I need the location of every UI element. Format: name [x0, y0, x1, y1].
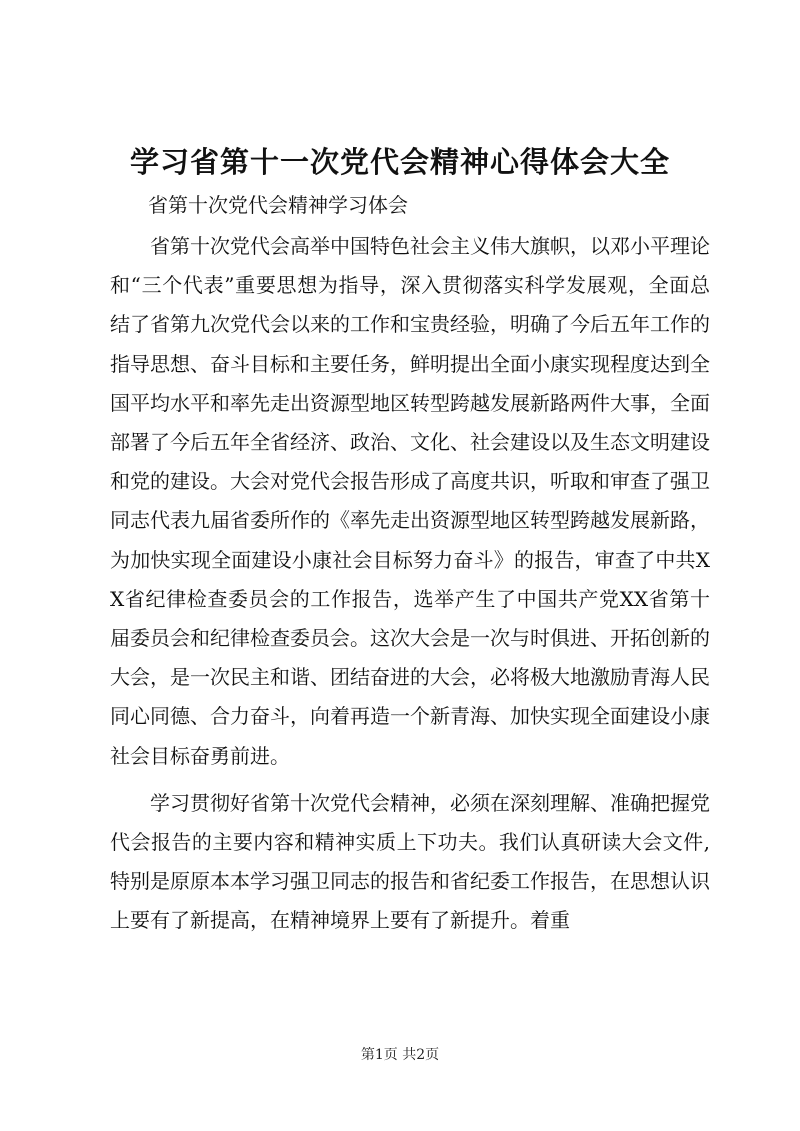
document-subtitle: 省第十次党代会精神学习体会: [148, 193, 408, 217]
document-body: [110, 227, 710, 941]
body-paragraph-1: 省第十次党代会高举中国特色社会主义伟大旗帜，以邓小平理论和“三个代表”重要思想为指导，深入贯彻落实科学发展观，全面总结了省第九次党代会以来的工作和宝贵经验，明确了今后五年工作的指导思想、奋斗目标和主要任务，鲜明提出全面小康实现程度达到全国平均水平和率先走出资源型地区转型跨越发展新路两件大事，全面部署了今后五年全省经济、政治、文化、社会建设以及生态文明建设和党的建设。大会对党代会报告形成了高度共识，听取和审查了强卫同志代表九届省委所作的《率先走出资源型地区转型跨越发展新路，为加快实现全面建设小康社会目标努力奋斗》的报告，审查了中共XX省纪律检查委员会的工作报告，选举产生了中国共产党XX省第十届委员会和纪律检查委员会。这次大会是一次与时俱进、开拓创新的大会，是一次民主和谐、团结奋进的大会，必将极大地激励青海人民同心同德、合力奋斗，向着再造一个新青海、加快实现全面建设小康社会目标奋勇前进。: [110, 234, 710, 768]
document-title: 学习省第十一次党代会精神心得体会大全: [129, 145, 670, 179]
page-footer: 第1页 共2页: [360, 1047, 440, 1063]
body-paragraph-2: 学习贯彻好省第十次党代会精神，必须在深刻理解、准确把握党代会报告的主要内容和精神实质上下功夫。我们认真研读大会文件,特别是原原本本学习强卫同志的报告和省纪委工作报告，在思想认识上要有了新提高，在精神境界上要有了新提升。着重: [110, 790, 710, 933]
